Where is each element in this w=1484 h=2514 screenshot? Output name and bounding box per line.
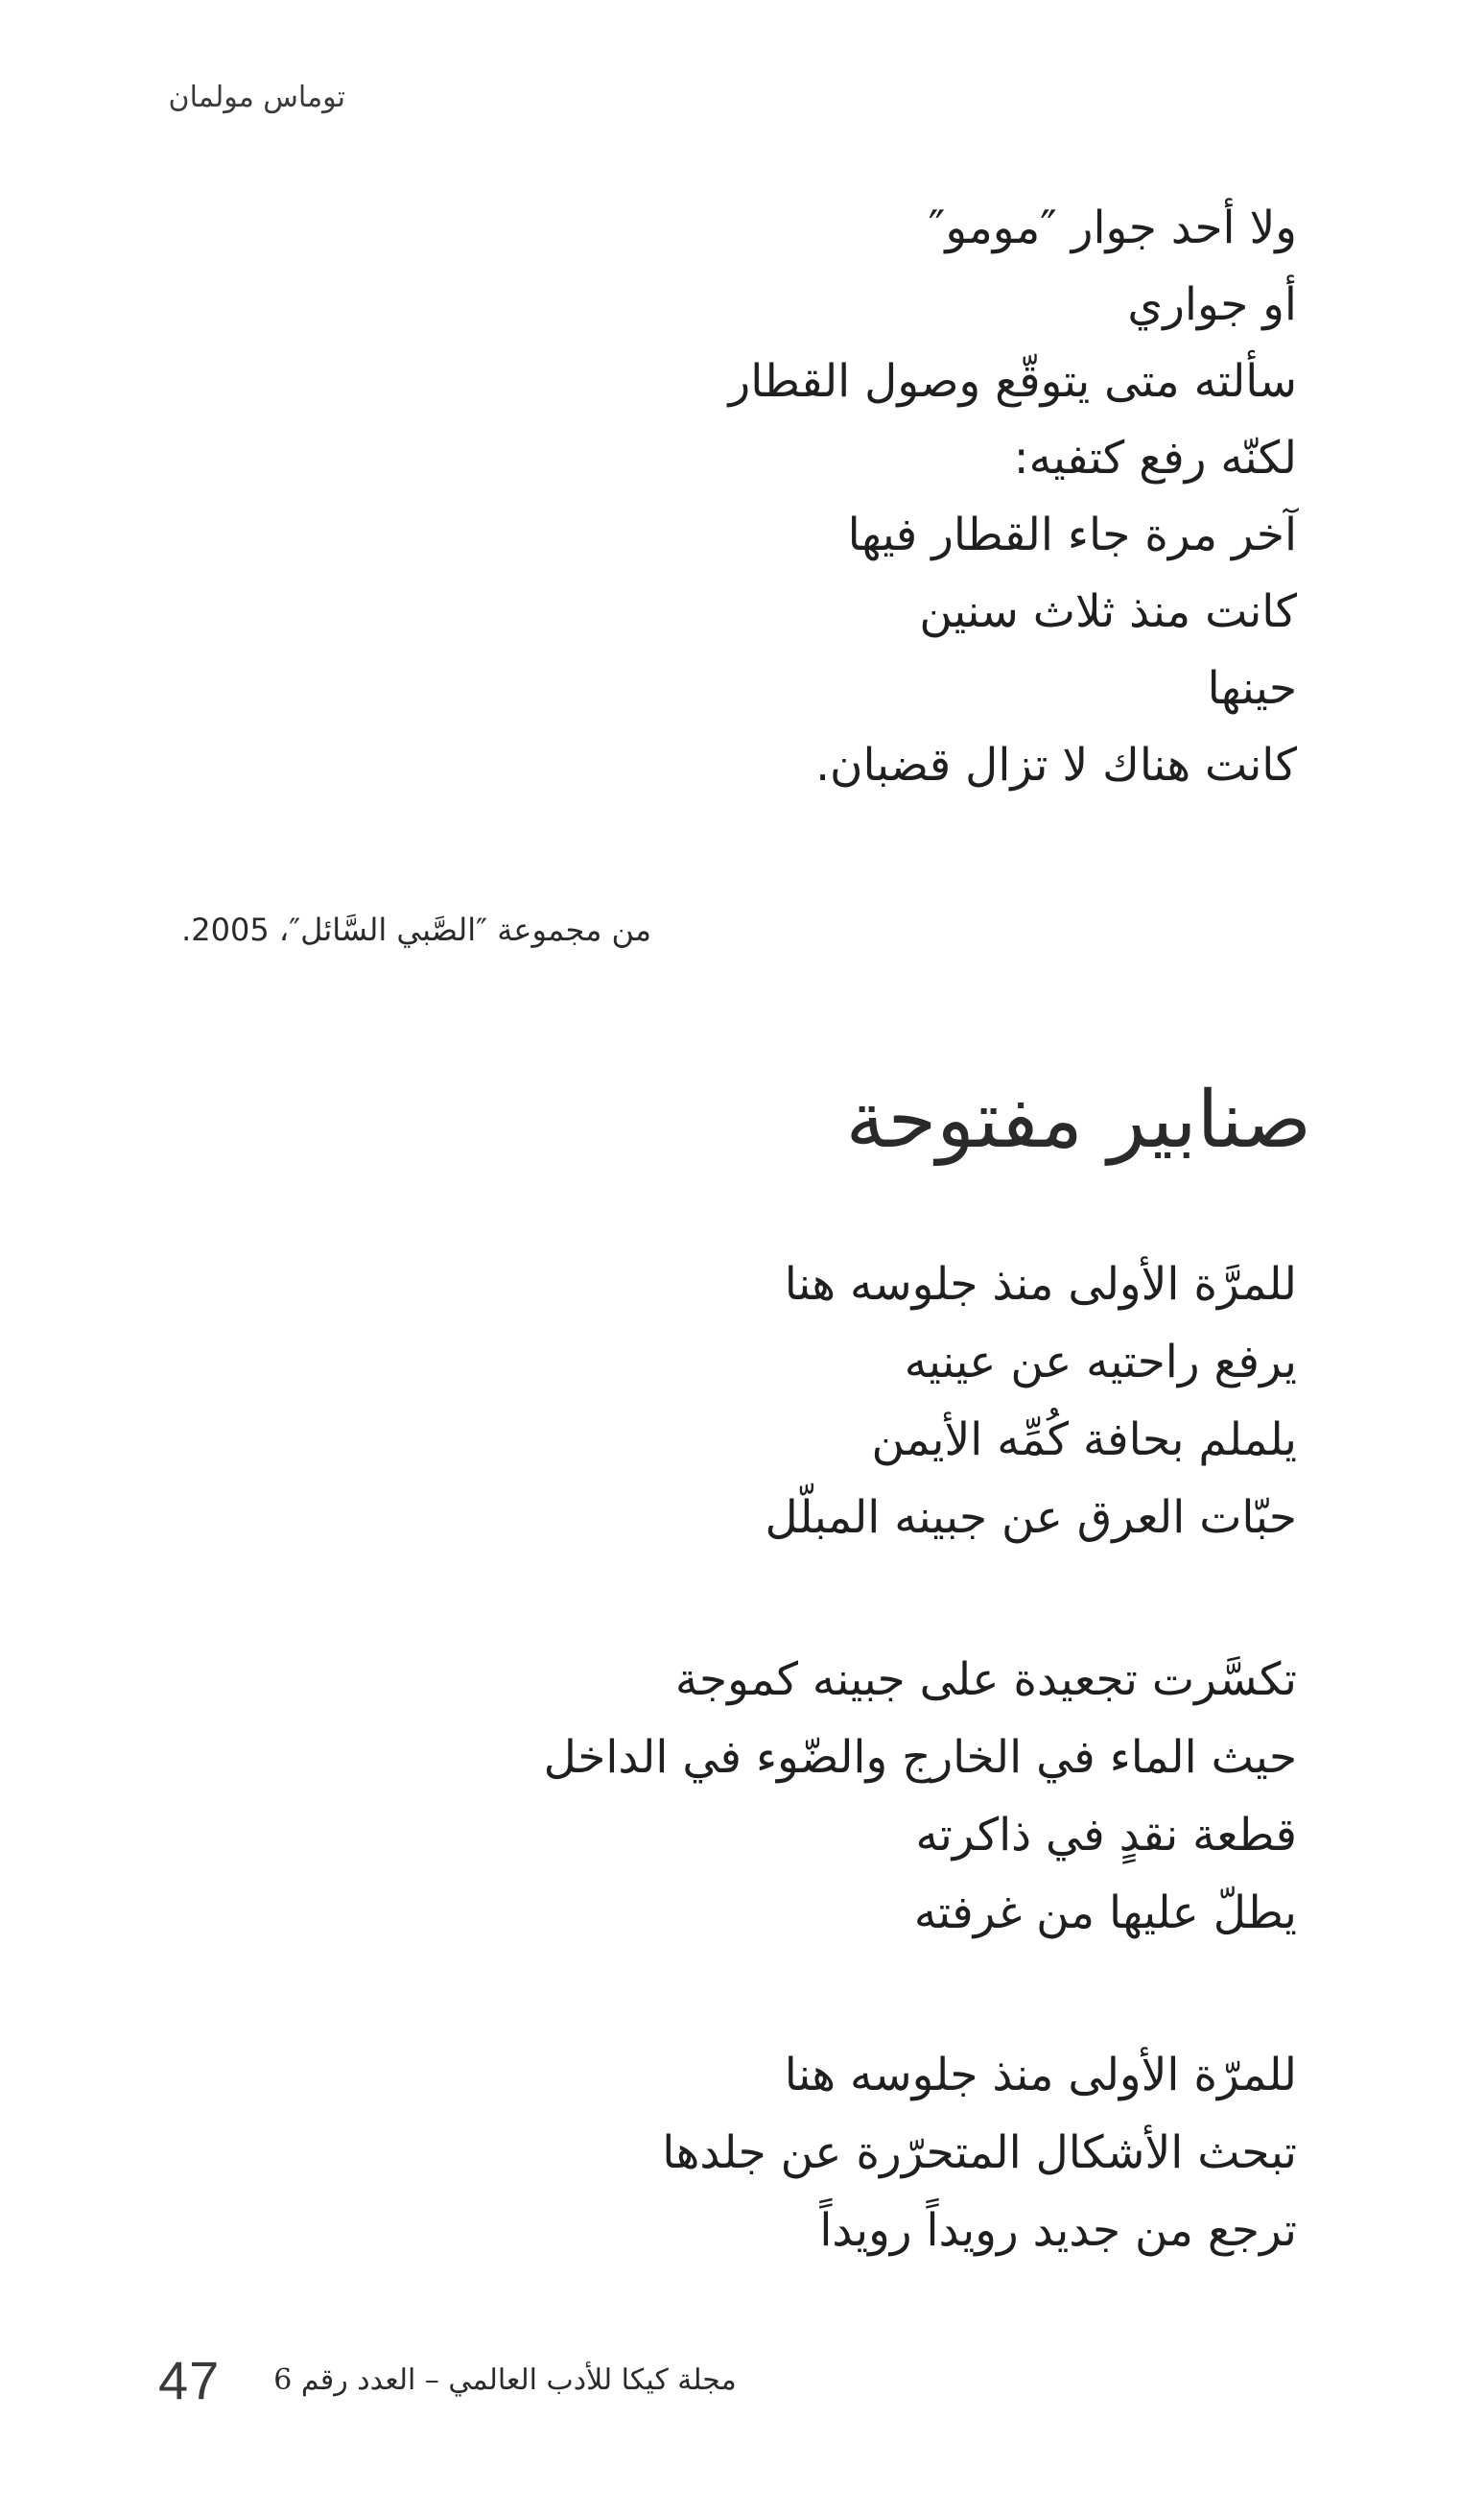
- poem-stanza: [290, 1641, 1297, 1952]
- poem-line: ولا أحد جوار ″مومو″: [928, 202, 1297, 254]
- poem-line: يطلّ عليها من غرفته: [913, 1886, 1297, 1939]
- poem-line: كانت منذ ثلاث سنين: [919, 585, 1297, 638]
- poem-stanza: [290, 190, 1297, 804]
- poem-line: لكنّه رفع كتفيه:: [1013, 432, 1297, 485]
- poem-line: أو جواري: [1127, 278, 1297, 331]
- poem-line: ترجع من جديد رويداً رويداً: [819, 2204, 1297, 2257]
- poem-title: صنابير مفتوحة: [845, 1075, 1311, 1166]
- poem-line: حبّات العرق عن جبينه المبلّل: [765, 1491, 1297, 1544]
- poem-line: حيث الماء في الخارج والضّوء في الداخل: [543, 1731, 1297, 1784]
- source-note: من مجموعة ″الصَّبي السَّائل″، 2005.: [181, 912, 651, 948]
- poem-line: تبحث الأشكال المتحرّرة عن جلدها: [662, 2126, 1297, 2179]
- poem-stanza: [290, 2036, 1297, 2269]
- poem-line: قطعة نقدٍ في ذاكرته: [915, 1809, 1297, 1862]
- poem-line: يلملم بحافة كُمِّه الأيمن: [871, 1413, 1297, 1466]
- poem-line: كانت هناك لا تزال قضبان.: [815, 739, 1297, 792]
- poem-line: للمرَّة الأولى منذ جلوسه هنا: [784, 1258, 1297, 1311]
- poem-line: يرفع راحتيه عن عينيه: [904, 1336, 1297, 1388]
- author-name: توماس مولمان: [168, 81, 345, 114]
- poem-line: للمرّة الأولى منذ جلوسه هنا: [784, 2049, 1297, 2101]
- page-number: 47: [158, 2349, 221, 2410]
- poem-line: تكسَّرت تجعيدة على جبينه كموجة: [674, 1653, 1297, 1706]
- poem-stanza: [290, 1245, 1297, 1556]
- poem-line: حينها: [1207, 662, 1297, 715]
- page-footer: [158, 2341, 737, 2418]
- poem-line: سألته متى يتوقّع وصول القطار: [728, 355, 1297, 408]
- poem-line: آخر مرة جاء القطار فيها: [847, 509, 1297, 561]
- journal-title: مجلة كيكا للأدب العالمي – العدد رقم 6: [273, 2362, 737, 2397]
